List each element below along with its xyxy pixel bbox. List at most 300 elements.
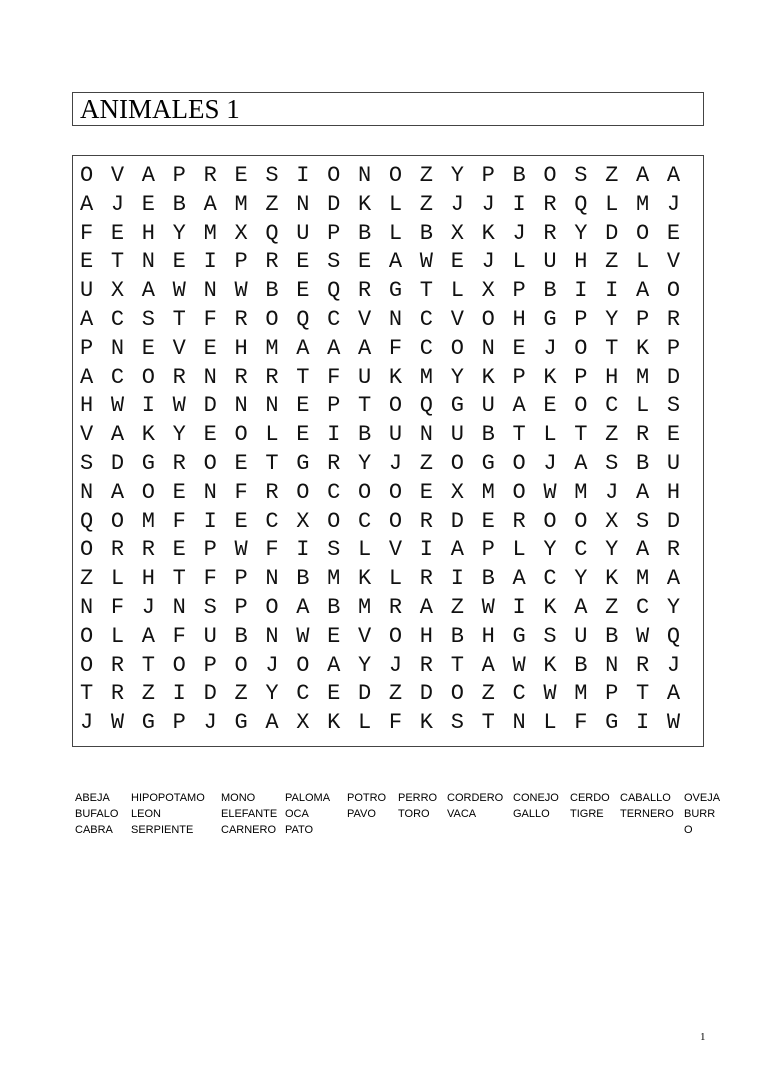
grid-letter[interactable]: R	[358, 278, 372, 304]
grid-letter[interactable]: O	[80, 623, 94, 649]
grid-letter[interactable]: R	[172, 451, 186, 476]
grid-letter[interactable]: U	[543, 249, 557, 275]
grid-letter[interactable]: T	[605, 335, 619, 361]
grid-letter[interactable]: N	[141, 249, 155, 275]
grid-letter[interactable]: P	[234, 566, 248, 592]
grid-letter[interactable]: M	[203, 220, 217, 246]
grid-letter[interactable]: L	[605, 191, 619, 217]
grid-letter[interactable]: L	[636, 249, 650, 275]
grid-letter[interactable]: K	[605, 566, 619, 592]
grid-letter[interactable]: E	[234, 508, 248, 534]
grid-letter[interactable]: O	[80, 652, 94, 678]
grid-letter[interactable]: R	[234, 364, 248, 390]
grid-letter[interactable]: K	[358, 191, 372, 217]
grid-letter[interactable]: O	[358, 479, 372, 505]
grid-letter[interactable]: O	[265, 307, 279, 332]
grid-letter[interactable]: G	[296, 451, 310, 476]
grid-letter[interactable]: A	[512, 566, 526, 592]
grid-letter[interactable]: B	[419, 220, 433, 246]
grid-letter[interactable]: C	[110, 364, 125, 390]
grid-letter[interactable]: N	[203, 278, 217, 304]
grid-letter[interactable]: U	[388, 422, 403, 448]
grid-letter[interactable]: B	[450, 623, 464, 649]
grid-letter[interactable]: E	[172, 479, 186, 505]
grid-letter[interactable]: E	[80, 249, 94, 275]
grid-letter[interactable]: A	[358, 335, 372, 361]
grid-letter[interactable]: P	[666, 335, 681, 361]
grid-letter[interactable]: Q	[296, 307, 310, 332]
grid-letter[interactable]: T	[172, 307, 186, 332]
grid-letter[interactable]: R	[636, 422, 650, 448]
grid-letter[interactable]: I	[605, 278, 619, 304]
grid-letter[interactable]: S	[666, 393, 681, 419]
grid-letter[interactable]: Q	[327, 278, 341, 304]
grid-letter[interactable]: M	[327, 566, 341, 592]
grid-letter[interactable]: B	[605, 623, 619, 649]
grid-letter[interactable]: P	[327, 393, 341, 419]
grid-letter[interactable]: A	[141, 163, 155, 188]
grid-letter[interactable]: A	[296, 595, 310, 620]
grid-letter[interactable]: B	[234, 623, 248, 649]
grid-letter[interactable]: W	[172, 393, 186, 419]
grid-letter[interactable]: E	[234, 163, 248, 188]
grid-letter[interactable]: C	[358, 508, 372, 534]
grid-letter[interactable]: E	[666, 422, 681, 448]
grid-letter[interactable]: Q	[574, 191, 588, 217]
grid-letter[interactable]: N	[172, 595, 186, 620]
grid-letter[interactable]: J	[481, 249, 495, 275]
grid-letter[interactable]: A	[203, 191, 217, 217]
grid-letter[interactable]: U	[358, 364, 372, 390]
grid-letter[interactable]: Y	[172, 422, 186, 448]
grid-letter[interactable]: R	[172, 364, 186, 390]
grid-letter[interactable]: D	[450, 508, 464, 534]
grid-letter[interactable]: Z	[265, 191, 279, 217]
grid-letter[interactable]: U	[574, 623, 588, 649]
grid-letter[interactable]: F	[110, 595, 125, 620]
grid-letter[interactable]: E	[296, 278, 310, 304]
grid-letter[interactable]: K	[543, 652, 557, 678]
grid-letter[interactable]: M	[141, 508, 155, 534]
grid-letter[interactable]: T	[512, 422, 526, 448]
grid-letter[interactable]: H	[512, 307, 526, 332]
grid-letter[interactable]: M	[636, 364, 650, 390]
grid-letter[interactable]: T	[80, 681, 94, 707]
grid-letter[interactable]: P	[636, 307, 650, 332]
grid-letter[interactable]: F	[388, 710, 403, 736]
grid-letter[interactable]: B	[481, 566, 495, 592]
grid-letter[interactable]: V	[450, 307, 464, 332]
grid-letter[interactable]: W	[110, 393, 125, 419]
grid-letter[interactable]: X	[110, 278, 125, 304]
grid-letter[interactable]: R	[265, 479, 279, 505]
grid-letter[interactable]: F	[388, 335, 403, 361]
grid-letter[interactable]: Q	[265, 220, 279, 246]
grid-letter[interactable]: I	[296, 537, 310, 563]
grid-letter[interactable]: S	[80, 451, 94, 476]
grid-letter[interactable]: J	[80, 710, 94, 736]
grid-letter[interactable]: A	[574, 451, 588, 476]
grid-letter[interactable]: E	[234, 451, 248, 476]
grid-letter[interactable]: D	[110, 451, 125, 476]
grid-letter[interactable]: A	[574, 595, 588, 620]
grid-letter[interactable]: F	[80, 220, 94, 246]
grid-letter[interactable]: Z	[80, 566, 94, 592]
grid-letter[interactable]: O	[512, 451, 526, 476]
grid-letter[interactable]: Q	[80, 508, 94, 534]
grid-letter[interactable]: E	[110, 220, 125, 246]
grid-letter[interactable]: G	[481, 451, 495, 476]
grid-letter[interactable]: A	[636, 278, 650, 304]
grid-letter[interactable]: R	[543, 191, 557, 217]
grid-letter[interactable]: N	[265, 393, 279, 419]
grid-letter[interactable]: R	[666, 537, 681, 563]
grid-letter[interactable]: B	[327, 595, 341, 620]
grid-letter[interactable]: A	[296, 335, 310, 361]
grid-letter[interactable]: F	[203, 307, 217, 332]
grid-letter[interactable]: T	[450, 652, 464, 678]
grid-letter[interactable]: R	[265, 249, 279, 275]
grid-letter[interactable]: U	[481, 393, 495, 419]
grid-letter[interactable]: E	[141, 335, 155, 361]
grid-letter[interactable]: R	[543, 220, 557, 246]
grid-letter[interactable]: E	[481, 508, 495, 534]
grid-letter[interactable]: Z	[481, 681, 495, 707]
grid-letter[interactable]: A	[265, 710, 279, 736]
grid-letter[interactable]: P	[234, 249, 248, 275]
grid-letter[interactable]: C	[636, 595, 650, 620]
grid-letter[interactable]: O	[574, 335, 588, 361]
grid-letter[interactable]: P	[574, 364, 588, 390]
grid-letter[interactable]: I	[636, 710, 650, 736]
grid-letter[interactable]: P	[80, 335, 94, 361]
grid-letter[interactable]: R	[141, 537, 155, 563]
grid-letter[interactable]: J	[543, 335, 557, 361]
grid-letter[interactable]: U	[80, 278, 94, 304]
grid-letter[interactable]: O	[172, 652, 186, 678]
grid-letter[interactable]: E	[203, 422, 217, 448]
grid-letter[interactable]: I	[512, 595, 526, 620]
grid-letter[interactable]: H	[605, 364, 619, 390]
grid-letter[interactable]: Y	[450, 163, 464, 188]
grid-letter[interactable]: H	[666, 479, 681, 505]
grid-letter[interactable]: V	[358, 307, 372, 332]
grid-letter[interactable]: W	[419, 249, 433, 275]
grid-letter[interactable]: A	[141, 623, 155, 649]
grid-letter[interactable]: A	[419, 595, 433, 620]
grid-letter[interactable]: Y	[543, 537, 557, 563]
grid-letter[interactable]: W	[481, 595, 495, 620]
grid-letter[interactable]: W	[543, 681, 557, 707]
grid-letter[interactable]: H	[481, 623, 495, 649]
grid-letter[interactable]: A	[666, 681, 681, 707]
grid-letter[interactable]: L	[636, 393, 650, 419]
grid-letter[interactable]: O	[450, 451, 464, 476]
grid-letter[interactable]: P	[512, 364, 526, 390]
grid-letter[interactable]: D	[203, 681, 217, 707]
grid-letter[interactable]: L	[512, 249, 526, 275]
grid-letter[interactable]: J	[203, 710, 217, 736]
grid-letter[interactable]: R	[419, 508, 433, 534]
grid-letter[interactable]: O	[388, 393, 403, 419]
grid-letter[interactable]: X	[296, 508, 310, 534]
grid-letter[interactable]: E	[666, 220, 681, 246]
grid-letter[interactable]: C	[110, 307, 125, 332]
grid-letter[interactable]: M	[265, 335, 279, 361]
grid-letter[interactable]: N	[80, 595, 94, 620]
grid-letter[interactable]: P	[203, 652, 217, 678]
grid-letter[interactable]: T	[296, 364, 310, 390]
grid-letter[interactable]: O	[80, 163, 94, 188]
grid-letter[interactable]: I	[450, 566, 464, 592]
grid-letter[interactable]: X	[450, 479, 464, 505]
grid-letter[interactable]: R	[110, 537, 125, 563]
grid-letter[interactable]: X	[481, 278, 495, 304]
grid-letter[interactable]: J	[110, 191, 125, 217]
grid-letter[interactable]: X	[296, 710, 310, 736]
grid-letter[interactable]: R	[265, 364, 279, 390]
grid-letter[interactable]: N	[234, 393, 248, 419]
grid-letter[interactable]: S	[265, 163, 279, 188]
grid-letter[interactable]: I	[296, 163, 310, 188]
grid-letter[interactable]: T	[481, 710, 495, 736]
grid-letter[interactable]: T	[265, 451, 279, 476]
grid-letter[interactable]: H	[234, 335, 248, 361]
grid-letter[interactable]: P	[512, 278, 526, 304]
grid-letter[interactable]: O	[450, 681, 464, 707]
grid-letter[interactable]: H	[80, 393, 94, 419]
grid-letter[interactable]: M	[574, 479, 588, 505]
grid-letter[interactable]: O	[296, 479, 310, 505]
grid-letter[interactable]: X	[450, 220, 464, 246]
grid-letter[interactable]: S	[203, 595, 217, 620]
grid-letter[interactable]: I	[172, 681, 186, 707]
grid-letter[interactable]: Y	[450, 364, 464, 390]
grid-letter[interactable]: O	[265, 595, 279, 620]
grid-letter[interactable]: Y	[574, 220, 588, 246]
grid-letter[interactable]: M	[574, 681, 588, 707]
grid-letter[interactable]: A	[80, 307, 94, 332]
grid-letter[interactable]: C	[265, 508, 279, 534]
grid-letter[interactable]: K	[141, 422, 155, 448]
grid-letter[interactable]: L	[388, 220, 403, 246]
grid-letter[interactable]: A	[636, 479, 650, 505]
grid-letter[interactable]: I	[419, 537, 433, 563]
grid-letter[interactable]: W	[543, 479, 557, 505]
grid-letter[interactable]: E	[327, 681, 341, 707]
grid-letter[interactable]: Y	[358, 652, 372, 678]
grid-letter[interactable]: O	[388, 508, 403, 534]
grid-letter[interactable]: E	[327, 623, 341, 649]
grid-letter[interactable]: A	[141, 278, 155, 304]
grid-letter[interactable]: D	[358, 681, 372, 707]
grid-letter[interactable]: O	[388, 623, 403, 649]
grid-letter[interactable]: L	[543, 710, 557, 736]
grid-letter[interactable]: G	[388, 278, 403, 304]
grid-letter[interactable]: K	[543, 364, 557, 390]
grid-letter[interactable]: S	[574, 163, 588, 188]
grid-letter[interactable]: J	[543, 451, 557, 476]
grid-letter[interactable]: E	[450, 249, 464, 275]
grid-letter[interactable]: A	[450, 537, 464, 563]
grid-letter[interactable]: O	[327, 163, 341, 188]
grid-letter[interactable]: C	[296, 681, 310, 707]
grid-letter[interactable]: B	[358, 422, 372, 448]
grid-letter[interactable]: I	[141, 393, 155, 419]
grid-letter[interactable]: E	[419, 479, 433, 505]
grid-letter[interactable]: O	[543, 163, 557, 188]
grid-letter[interactable]: L	[110, 623, 125, 649]
grid-letter[interactable]: W	[636, 623, 650, 649]
grid-letter[interactable]: A	[110, 479, 125, 505]
grid-letter[interactable]: F	[574, 710, 588, 736]
grid-letter[interactable]: G	[450, 393, 464, 419]
grid-letter[interactable]: R	[110, 681, 125, 707]
grid-letter[interactable]: J	[481, 191, 495, 217]
grid-letter[interactable]: P	[234, 595, 248, 620]
grid-letter[interactable]: P	[481, 163, 495, 188]
grid-letter[interactable]: J	[666, 191, 681, 217]
grid-letter[interactable]: O	[666, 278, 681, 304]
grid-letter[interactable]: I	[574, 278, 588, 304]
grid-letter[interactable]: D	[327, 191, 341, 217]
grid-letter[interactable]: A	[388, 249, 403, 275]
grid-letter[interactable]: I	[512, 191, 526, 217]
grid-letter[interactable]: Q	[666, 623, 681, 649]
grid-letter[interactable]: R	[234, 307, 248, 332]
grid-letter[interactable]: E	[172, 249, 186, 275]
grid-letter[interactable]: E	[296, 393, 310, 419]
grid-letter[interactable]: R	[419, 566, 433, 592]
grid-letter[interactable]: M	[419, 364, 433, 390]
grid-letter[interactable]: I	[203, 508, 217, 534]
grid-letter[interactable]: L	[388, 191, 403, 217]
grid-letter[interactable]: O	[141, 479, 155, 505]
grid-letter[interactable]: Z	[419, 191, 433, 217]
grid-letter[interactable]: L	[543, 422, 557, 448]
grid-letter[interactable]: E	[358, 249, 372, 275]
grid-letter[interactable]: O	[234, 422, 248, 448]
grid-letter[interactable]: O	[296, 652, 310, 678]
grid-letter[interactable]: F	[172, 508, 186, 534]
grid-letter[interactable]: Y	[358, 451, 372, 476]
grid-letter[interactable]: N	[419, 422, 433, 448]
grid-letter[interactable]: Z	[450, 595, 464, 620]
grid-letter[interactable]: B	[636, 451, 650, 476]
grid-letter[interactable]: B	[512, 163, 526, 188]
grid-letter[interactable]: O	[636, 220, 650, 246]
grid-letter[interactable]: T	[636, 681, 650, 707]
grid-letter[interactable]: W	[512, 652, 526, 678]
grid-letter[interactable]: X	[234, 220, 248, 246]
grid-letter[interactable]: R	[666, 307, 681, 332]
grid-letter[interactable]: V	[172, 335, 186, 361]
grid-letter[interactable]: H	[574, 249, 588, 275]
grid-letter[interactable]: O	[450, 335, 464, 361]
grid-letter[interactable]: P	[481, 537, 495, 563]
grid-letter[interactable]: S	[141, 307, 155, 332]
grid-letter[interactable]: D	[203, 393, 217, 419]
grid-letter[interactable]: T	[172, 566, 186, 592]
grid-letter[interactable]: G	[141, 451, 155, 476]
grid-letter[interactable]: A	[636, 163, 650, 188]
grid-letter[interactable]: N	[265, 623, 279, 649]
grid-letter[interactable]: W	[296, 623, 310, 649]
grid-letter[interactable]: C	[327, 479, 341, 505]
grid-letter[interactable]: V	[666, 249, 681, 275]
grid-letter[interactable]: O	[512, 479, 526, 505]
grid-letter[interactable]: P	[203, 537, 217, 563]
grid-letter[interactable]: Z	[605, 595, 619, 620]
grid-letter[interactable]: O	[110, 508, 125, 534]
grid-letter[interactable]: H	[419, 623, 433, 649]
grid-letter[interactable]: Y	[265, 681, 279, 707]
grid-letter[interactable]: O	[574, 508, 588, 534]
grid-letter[interactable]: K	[481, 364, 495, 390]
grid-letter[interactable]: U	[666, 451, 681, 476]
grid-letter[interactable]: J	[265, 652, 279, 678]
grid-letter[interactable]: U	[203, 623, 217, 649]
grid-letter[interactable]: A	[80, 364, 94, 390]
grid-letter[interactable]: O	[141, 364, 155, 390]
grid-letter[interactable]: T	[358, 393, 372, 419]
grid-letter[interactable]: G	[141, 710, 155, 736]
grid-letter[interactable]: O	[203, 451, 217, 476]
grid-letter[interactable]: W	[666, 710, 681, 736]
grid-letter[interactable]: A	[481, 652, 495, 678]
grid-letter[interactable]: E	[543, 393, 557, 419]
grid-letter[interactable]: O	[388, 479, 403, 505]
grid-letter[interactable]: K	[358, 566, 372, 592]
grid-letter[interactable]: N	[388, 307, 403, 332]
grid-letter[interactable]: M	[234, 191, 248, 217]
grid-letter[interactable]: S	[327, 537, 341, 563]
grid-letter[interactable]: M	[481, 479, 495, 505]
grid-letter[interactable]: N	[203, 364, 217, 390]
grid-letter[interactable]: W	[234, 537, 248, 563]
grid-letter[interactable]: J	[512, 220, 526, 246]
grid-letter[interactable]: A	[512, 393, 526, 419]
grid-letter[interactable]: O	[574, 393, 588, 419]
grid-letter[interactable]: O	[80, 537, 94, 563]
grid-letter[interactable]: U	[450, 422, 464, 448]
grid-letter[interactable]: N	[80, 479, 94, 505]
grid-letter[interactable]: T	[110, 249, 125, 275]
grid-letter[interactable]: L	[450, 278, 464, 304]
grid-letter[interactable]: Y	[574, 566, 588, 592]
grid-letter[interactable]: T	[419, 278, 433, 304]
grid-letter[interactable]: P	[605, 681, 619, 707]
grid-letter[interactable]: F	[327, 364, 341, 390]
grid-letter[interactable]: Y	[666, 595, 681, 620]
grid-letter[interactable]: M	[636, 566, 650, 592]
grid-letter[interactable]: C	[327, 307, 341, 332]
grid-letter[interactable]: U	[296, 220, 310, 246]
grid-letter[interactable]: E	[512, 335, 526, 361]
grid-letter[interactable]: R	[110, 652, 125, 678]
grid-letter[interactable]: K	[481, 220, 495, 246]
grid-letter[interactable]: B	[574, 652, 588, 678]
grid-letter[interactable]: L	[358, 537, 372, 563]
grid-letter[interactable]: K	[388, 364, 403, 390]
grid-letter[interactable]: L	[388, 566, 403, 592]
grid-letter[interactable]: R	[636, 652, 650, 678]
grid-letter[interactable]: Q	[419, 393, 433, 419]
grid-letter[interactable]: O	[481, 307, 495, 332]
grid-letter[interactable]: J	[141, 595, 155, 620]
grid-letter[interactable]: A	[327, 652, 341, 678]
grid-letter[interactable]: P	[574, 307, 588, 332]
